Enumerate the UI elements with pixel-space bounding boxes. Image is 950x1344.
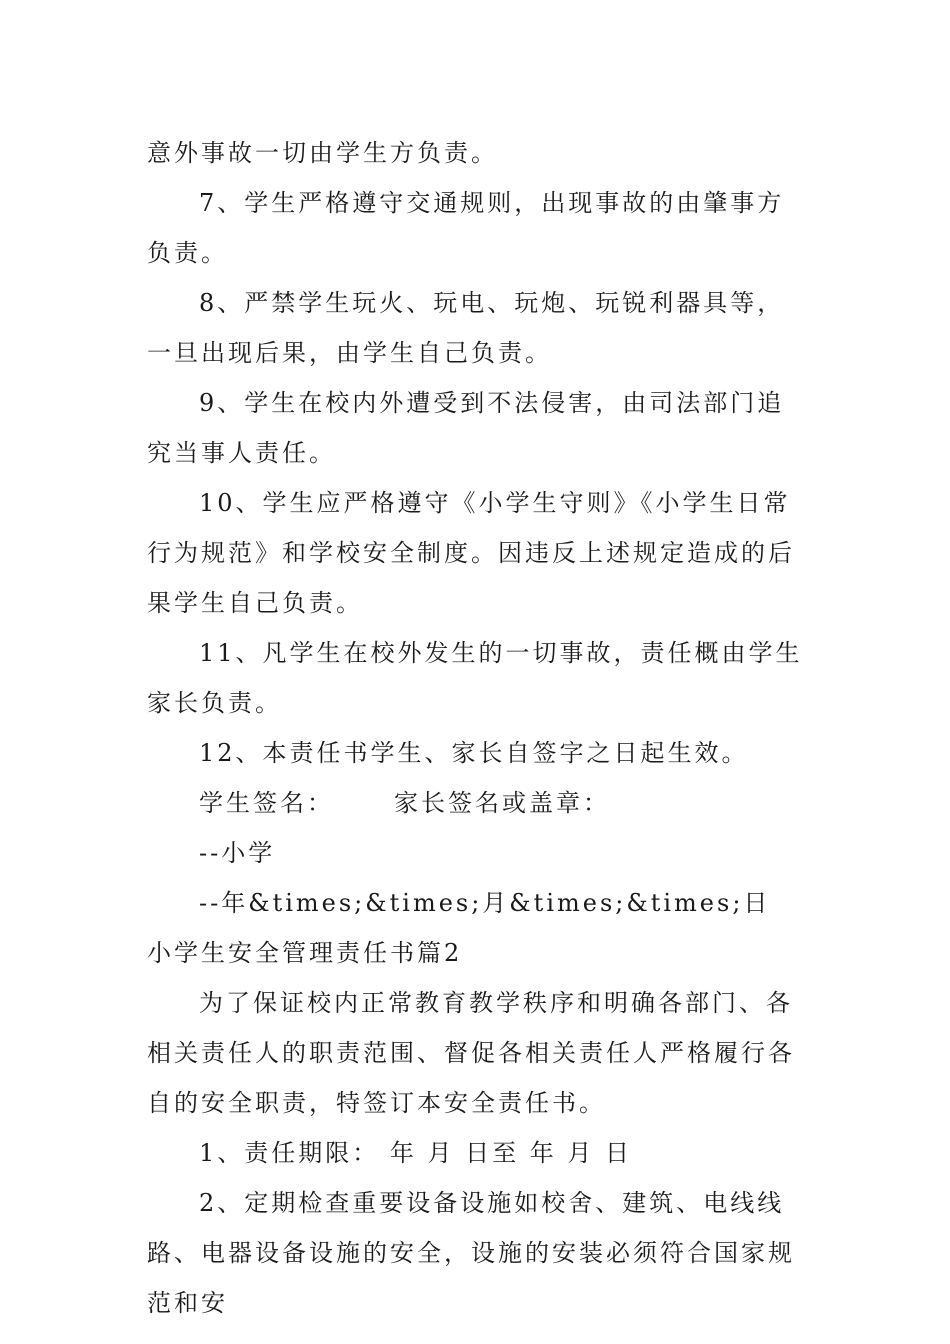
section-intro-paragraph: 为了保证校内正常教育教学秩序和明确各部门、各相关责任人的职责范围、督促各相关责任人严格履行各自的安全职责，特签订本安全责任书。 [147,989,795,1117]
section-item-1: 1、责任期限： 年 月 日至 年 月 日 [199,1139,633,1167]
parent-signature-label: 家长签名或盖章： [394,789,610,817]
paragraph-continuation: 意外事故一切由学生方负责。 [147,139,498,167]
paragraph-item-8: 8、严禁学生玩火、玩电、玩炮、玩锐利器具等，一旦出现后果，由学生自己负责。 [147,289,785,367]
paragraph-item-12: 12、本责任书学生、家长自签字之日起生效。 [199,739,749,767]
signature-row [147,778,807,828]
paragraph-item-9: 9、学生在校内外遭受到不法侵害，由司法部门追究当事人责任。 [147,389,785,467]
section-title: 小学生安全管理责任书篇2 [147,939,463,967]
paragraph-item-10: 10、学生应严格遵守《小学生守则》《小学生日常行为规范》和学校安全制度。因违反上述规定造成的后果学生自己负责。 [147,489,795,617]
date-line: --年&times;&times;月&times;&times;日 [199,889,771,917]
student-signature-label: 学生签名： [199,789,334,817]
section-item-2: 2、定期检查重要设备设施如校舍、建筑、电线线路、电器设备设施的安全，设施的安装必须符合国家规范和安 [147,1189,795,1317]
document-body [147,128,807,1328]
school-line: --小学 [199,839,276,867]
paragraph-item-7: 7、学生严格遵守交通规则，出现事故的由肇事方负责。 [147,189,785,267]
paragraph-item-11: 11、凡学生在校外发生的一切事故，责任概由学生家长负责。 [147,639,803,717]
